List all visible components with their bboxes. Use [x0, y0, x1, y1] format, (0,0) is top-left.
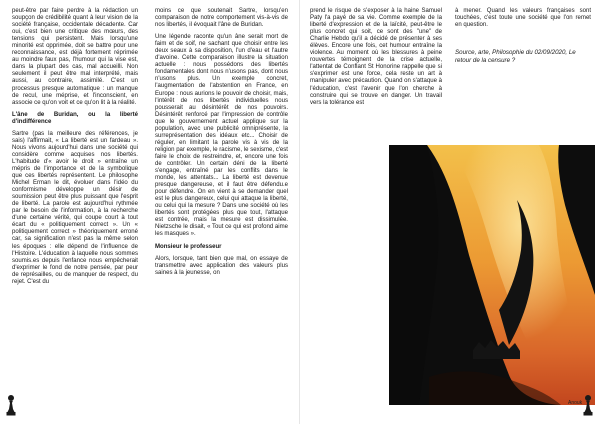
source-citation: Source, arte, Philosophie du 02/09/2020, Le retour de la censure ? [455, 49, 576, 64]
paragraph: prend le risque de s'exposer à la haine Samuel Paty l'a payé de sa vie. Comme exemple de la liberté d'expression et de la laïcité, peut-être le plus concret qui soit, ce sont des "une" de Charlie Hebdo qu'il a décidé de présenter à ses élèves. Encore une fois, cet humour entraîne la violence. Au moment où les blessures à peine rouvertes témoignent de la crise actuelle, l'attentat de Conflant St Honorine rappelle que si s'exprimer est une force, cela reste un art à manipuler avec précaution. Quand on s'attaque à l'éducation, c'est l'avenir que l'on cherche à construire qui se trouve en danger. Un travail vers la tolérance est [310, 8, 442, 106]
paragraph: peut-être par faire perdre à la rédaction un soupçon de crédibilité quant à leur vision de la société française, occidentale décadente. Car oui, c'est bien une critique des mœurs, des tensions qui persistent. Mais lorsqu'une minorité est opprimée, doit se battre pour une reconnaissance, est déjà fortement réprimée au moindre faux pas, l'humour qui la vise est, dans la plupart des cas, mal accueilli. Non seulement il peut être mal interprété, mais aussi, au contraire, assimilé. C'est un processus presque automatique : un manque de recul, une méprise, et l'inconscient, en associe ce qu'on voit et ce qu'on lit à la réalité. [12, 8, 138, 106]
paragraph: à mener. Quand les valeurs françaises sont touchées, c'est toute une société que l'on remet en question. [455, 8, 591, 29]
column-2 [155, 8, 288, 277]
column-1 [12, 8, 138, 286]
column-3 [310, 8, 442, 107]
pawn-icon [583, 394, 593, 416]
pawn-icon [6, 394, 16, 416]
paragraph: moins ce que soutenait Sartre, lorsqu'en comparaison de notre comportement vis-à-vis de nos libertés, il évoquait l'âne de Buridan. [155, 8, 288, 29]
paragraph: Sartre (pas la meilleure des références, je sais) l'affirmait, « La liberté est un fardeau ». Nous vivons aujourd'hui dans une société qui considère comme acquises nos libertés. L'habitude d'« avoir le droit » entraîne un mépris de l'importance et de la symbolique que ces libertés représentent. Le philosophe Michel Erman le dit, évoluer dans l'idéo du conformisme développe un désir de soumission peut être plus puissant que l'esprit de liberté. La parole est aujourd'hui rythmée par le besoin de l'information, à la recherche d'une certaine vérité, qui coupe court à tout écart du « politiquement correct ». Un « politiquement correct » théoriquement erroné car, sa signification n'est pas la même selon les époques : elle dépend de l'influence de l'Histoire. L'éducation à laquelle nous sommes soumis.es depuis l'enfance nous empêcherait d'exprimer le fond de notre pensée, par peur de représailles, ou de manquer de respect, du rejet. C'est du [12, 130, 138, 285]
section-heading: L'âne de Buridan, ou la liberté d'indifférence [12, 111, 138, 125]
paragraph: Alors, lorsque, tant bien que mal, on essaye de transmettre avec application des valeurs plus saines à la jeunesse, on [155, 255, 288, 276]
column-4 [455, 8, 591, 69]
illustration [389, 145, 595, 405]
section-heading: Monsieur le professeur [155, 243, 222, 250]
right-page [300, 0, 600, 424]
paragraph: Une légende raconte qu'un âne serait mort de faim et de soif, ne sachant que choisir entre les deux seaux à sa disposition, l'un d'eau et l'autre d'avoine. Cette comparaison illustre la situation actuelle : nous possédons des libertés fondamentales dont nous n'usons pas, dont nous n'usons plus. Un exemple concret, l'augmentation de l'abstention en France, en Europe : nous aurions le pouvoir de choisir, mais, l'intérêt de nos libertés individuelles nous pousserait au désintérêt de nos pouvoirs. Désintérêt renforcé par l'impression de contrôle que le gouvernement actuel applique sur la population, avec une publicité omniprésente, la surreprésentation des idéaux etc... Choisir de réguler, en limitant la parole vis à vis de la religion par exemple, le racisme, le sexisme, c'est faire le choix de restreindre, et, encore une fois de contrôler. Un certain déni de la liberté s'engage, entraîné par les conflits dans le monde, les attentats... La liberté est devenue presque dangereuse, et il faut être défendu.e pour défendre. On en vient à se demander quel est le plus dangereux, celui qui attaque la liberté, ou celui qui la mesure ? Dans une société où les libertés sont protégées plus que tout, l'attaque est contrée, mais la mesure est dissimulée. Nietzsche le disait, « Tout ce qui est profond aime les masques ». [155, 34, 288, 238]
artwork-credit: Anouk [568, 400, 583, 406]
